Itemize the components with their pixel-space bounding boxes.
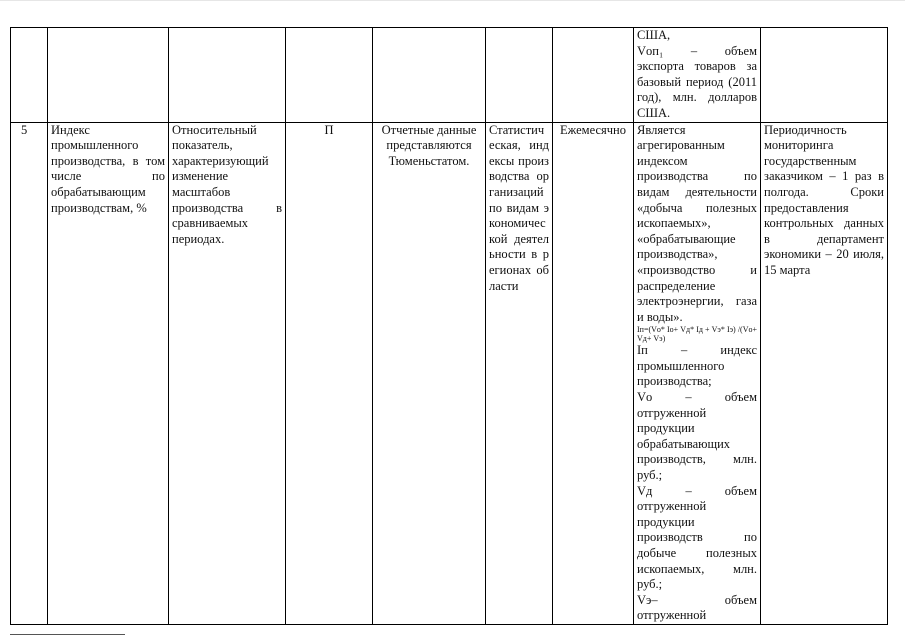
- index-formula: Iп=(Vо* Iо+ Vд* Iд + Vэ* Iэ) /(Vо+ Vд+ Vэ): [637, 325, 757, 344]
- cont-cell-methodology: [634, 28, 761, 123]
- methodology-line-2: Iп – индекс промышленного производства;: [637, 343, 757, 389]
- cont-cell-unit: [169, 28, 286, 123]
- row5-type: П: [286, 122, 373, 624]
- cont-cell-method: [486, 28, 553, 123]
- row5-notes: Периодичность мониторинга государственным заказчиком – 1 раз в полгода. Сроки предоставления контрольных данных в департамент экономики – 20 июля, 15 марта: [761, 122, 888, 624]
- page-top-edge: [0, 0, 905, 1]
- continuation-row: [11, 28, 888, 123]
- row5-frequency: Ежемесячно: [553, 122, 634, 624]
- footnote-rule: [10, 634, 125, 635]
- cont-cell-source: [373, 28, 486, 123]
- row5-collection-method: Статистическая, индексы производства организаций по видам экономической деятельности в регионах области: [486, 122, 553, 624]
- row5-unit-description: Относительный показатель, характеризующий изменение масштабов производства в сравниваемых периодах.: [169, 122, 286, 624]
- cont-methodology-line-2: Vоп₁ – объем экспорта товаров за базовый период (2011 год), млн. долларов США.: [637, 43, 757, 120]
- methodology-line-5: Vэ– объем отгруженной: [637, 592, 757, 623]
- cont-cell-name: [48, 28, 169, 123]
- cont-methodology-line-1: США,: [637, 28, 671, 42]
- row5-number: 5: [11, 122, 48, 624]
- table-row-5: [11, 122, 888, 624]
- cont-cell-number: [11, 28, 48, 123]
- cont-cell-type: [286, 28, 373, 123]
- methodology-line-4: Vд – объем отгруженной продукции производств по добыче полезных ископаемых, млн. руб.;: [637, 483, 757, 592]
- indicator-table: [10, 27, 888, 625]
- row5-methodology: [634, 122, 761, 624]
- row5-data-source: Отчетные данные представляются Тюменьстатом.: [373, 122, 486, 624]
- methodology-line-3: Vо – объем отгруженной продукции обрабатывающих производств, млн. руб.;: [637, 390, 757, 483]
- cont-cell-notes: [761, 28, 888, 123]
- methodology-line-1: Является агрегированным индексом производства по видам деятельности «добыча полезных ископаемых», «обрабатывающие производства», «производство и распределение электроэнергии, газа и воды».: [637, 122, 757, 324]
- row5-indicator-name: Индекс промышленного производства, в том числе по обрабатывающим производствам, %: [48, 122, 169, 624]
- cont-cell-frequency: [553, 28, 634, 123]
